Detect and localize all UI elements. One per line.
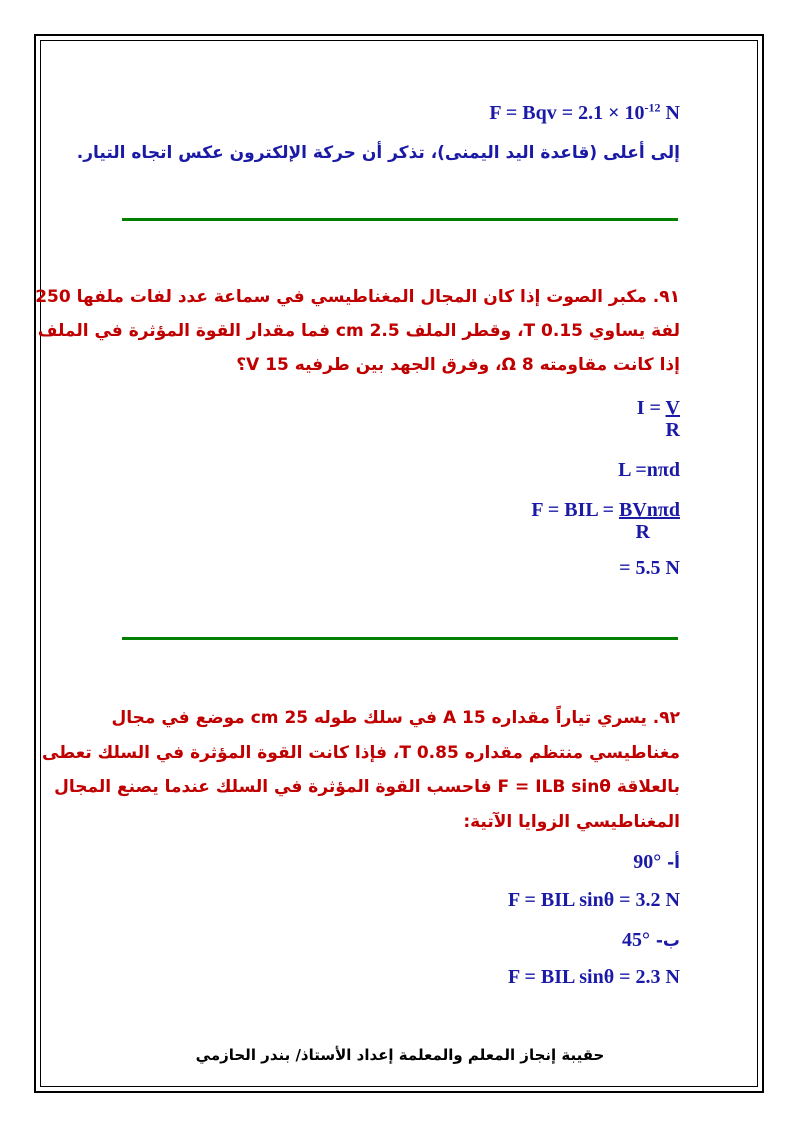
angle-a-label: أ- [667, 853, 680, 873]
force-equation-exponent: -12 [644, 100, 661, 114]
green-separator-1 [122, 218, 678, 221]
angle-b-value: 45° [621, 929, 650, 951]
page-footer: حقيبة إنجاز المعلم والمعلمة إعداد الأستاذ/ بندر الحازمي [195, 1046, 605, 1064]
force-derivation-equation [531, 499, 680, 521]
problem-92-line-1: ٩٢. يسري تياراً مقداره A 15 في سلك طوله cm 25 موضع في مجال [111, 708, 680, 728]
problem-92-line-3: بالعلاقة F = ILB sinθ فاحسب القوة المؤثرة في السلك عندما يصنع المجال [54, 777, 680, 797]
current-equation-left: I = [636, 397, 666, 419]
force-equation-unit: N [660, 101, 680, 124]
angle-a-row [633, 851, 680, 874]
problem-91-line-2: لفة يساوي T 0.15، وقطر الملف cm 2.5 فما مقدار القوة المؤثرة في الملف [37, 321, 680, 341]
right-hand-rule-note: إلى أعلى (قاعدة اليد اليمنى)، تذكر أن حركة الإلكترون عكس اتجاه التيار. [76, 143, 680, 163]
current-equation-denominator: R [665, 419, 680, 441]
force-derivation-numerator: BVnπd [619, 499, 680, 521]
problem-91-line-1: ٩١. مكبر الصوت إذا كان المجال المغناطيسي في سماعة عدد لفات ملفها 250 [35, 287, 680, 307]
force-derivation-denominator: R [635, 521, 650, 543]
angle-b-label: ب- [655, 931, 680, 951]
problem-92-line-4: المغناطيسي الزوايا الآتية: [463, 812, 680, 832]
current-equation-numerator: V [665, 397, 680, 419]
angle-b-equation: F = BIL sinθ = 2.3 N [508, 966, 680, 988]
angle-a-value: 90° [633, 851, 662, 873]
green-separator-2 [122, 637, 678, 640]
length-equation: L =nπd [618, 459, 680, 481]
force-equation-base: F = Bqv = 2.1 × 10 [489, 101, 645, 124]
current-equation [637, 397, 680, 419]
force-derivation-left: F = BIL = [531, 499, 619, 521]
problem-91-line-3: إذا كانت مقاومته Ω 8، وفرق الجهد بين طرفيه V 15؟ [236, 355, 680, 375]
force-equation-result [489, 96, 680, 125]
angle-a-equation: F = BIL sinθ = 3.2 N [508, 889, 680, 911]
angle-b-row [622, 929, 680, 952]
problem-92-line-2: مغناطيسي منتظم مقداره T 0.85، فإذا كانت القوة المؤثرة في السلك تعطى [41, 743, 680, 763]
problem-91-result: = 5.5 N [619, 557, 680, 579]
